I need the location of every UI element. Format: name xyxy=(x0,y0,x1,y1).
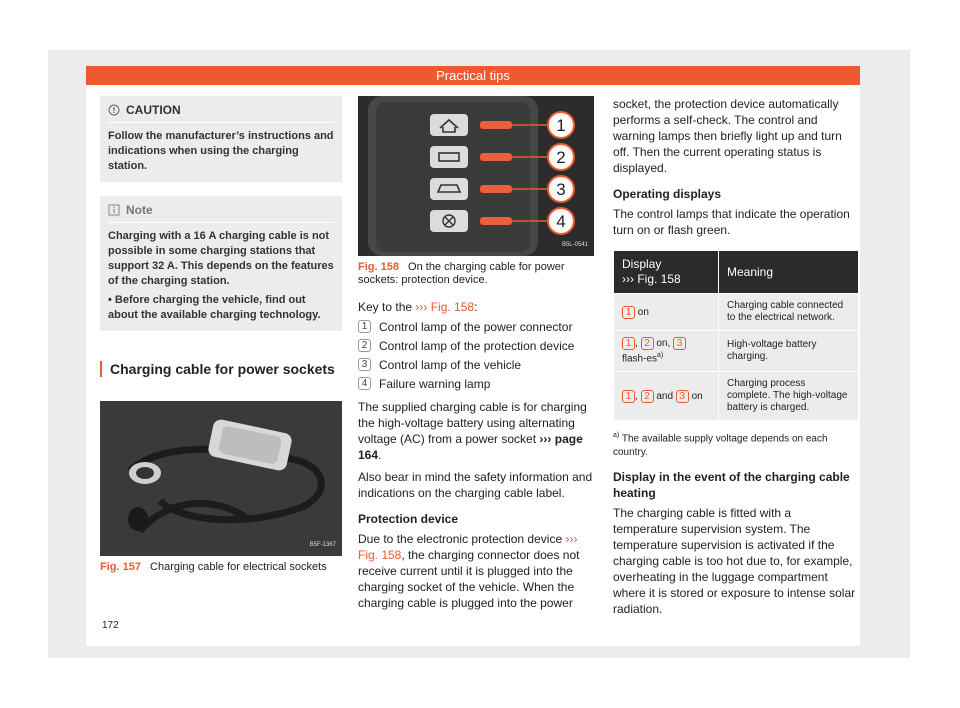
figure-158-label: Fig. 158 xyxy=(358,261,399,273)
figure-157-caption xyxy=(100,561,342,574)
list-item xyxy=(358,374,594,393)
protection-device-image xyxy=(358,96,594,256)
list-item xyxy=(358,317,594,336)
key-number: 1 xyxy=(358,320,371,333)
cell-text: and xyxy=(656,390,674,402)
para1-text: The supplied charging cable is for charging the high-voltage battery using alternating voltage (AC) from a power socket xyxy=(358,400,587,446)
charging-cable-image xyxy=(100,401,342,556)
callout-1: 1 xyxy=(556,116,566,135)
footnote-mark: a) xyxy=(613,432,620,440)
cell-text: flash-es xyxy=(622,353,658,365)
footnote xyxy=(613,429,859,458)
key-list xyxy=(358,317,594,393)
callout-2: 2 xyxy=(556,148,566,167)
key-suffix: : xyxy=(474,300,478,314)
paragraph-selfcheck: socket, the protection device automatically performs a self-check. The control and warning lamps then briefly light up and turn off. Then the current operating status is displayed. xyxy=(613,97,842,175)
key-intro xyxy=(358,299,594,315)
paragraph-operating: The control lamps that indicate the operation turn on or flash green. xyxy=(613,207,850,237)
caution-title: CAUTION xyxy=(126,103,181,117)
key-text: Failure warning lamp xyxy=(379,376,491,391)
key-prefix: Key to the xyxy=(358,300,416,314)
table-row xyxy=(614,331,859,372)
column-left xyxy=(100,96,342,574)
header-meaning: Meaning xyxy=(719,251,859,294)
display-table xyxy=(613,250,859,421)
footnote-text: The available supply voltage depends on each country. xyxy=(613,433,828,458)
page-header: Practical tips xyxy=(86,66,860,85)
note-text: Charging with a 16 A charging cable is not possible in some charging stations that support 32 A. This depends on the features of the charging station. xyxy=(108,230,334,287)
key-number: 3 xyxy=(358,358,371,371)
page-number: 172 xyxy=(102,620,119,631)
figure-157 xyxy=(100,401,342,556)
paragraph-supply xyxy=(358,399,594,463)
figure-157-code: B5F-1367 xyxy=(309,542,336,548)
operating-heading: Operating displays xyxy=(613,187,722,201)
table-row xyxy=(614,294,859,331)
cell-text: on, xyxy=(656,338,671,349)
header-fig-link[interactable]: ››› Fig. 158 xyxy=(622,272,681,286)
table-cell: 1 , 2 and 3 on xyxy=(614,372,719,421)
info-icon xyxy=(108,204,120,216)
key-text: Control lamp of the protection device xyxy=(379,338,575,353)
table-row xyxy=(614,372,859,421)
caution-icon xyxy=(108,104,120,116)
lamp-number: 3 xyxy=(676,390,689,403)
lamp-number: 1 xyxy=(622,337,635,350)
note-header xyxy=(108,202,334,223)
lamp-number: 2 xyxy=(641,390,654,403)
prot-text-a: Due to the electronic protection device xyxy=(358,532,563,546)
key-number: 4 xyxy=(358,377,371,390)
callout-3: 3 xyxy=(556,180,566,199)
table-cell: Charging cable connected to the electrical network. xyxy=(719,294,859,331)
caution-box xyxy=(100,96,342,182)
lamp-number: 1 xyxy=(622,390,635,403)
heating-heading: Display in the event of the charging cable heating xyxy=(613,469,850,500)
cell-text: on xyxy=(691,390,703,402)
table-cell: High-voltage battery charging. xyxy=(719,331,859,372)
protection-heading: Protection device xyxy=(358,512,459,526)
para1-end: . xyxy=(378,448,382,462)
cell-text: on xyxy=(637,306,649,318)
note-box xyxy=(100,196,342,331)
table-cell: 1 , 2 on, 3 flash-$es^{a)}$ xyxy=(614,331,719,372)
key-text: Control lamp of the power connector xyxy=(379,319,573,334)
lamp-number: 2 xyxy=(641,337,654,350)
lamp-number: 3 xyxy=(673,337,686,350)
footnote-ref: a) xyxy=(657,352,664,359)
paragraph-safety: Also bear in mind the safety information and indications on the charging cable label. xyxy=(358,470,593,500)
section-title: Charging cable for power sockets xyxy=(100,361,342,377)
key-number: 2 xyxy=(358,339,371,352)
note-title: Note xyxy=(126,203,153,217)
page-164-link[interactable]: ››› page 164 xyxy=(358,432,583,462)
caution-header xyxy=(108,102,334,123)
figure-158-caption xyxy=(358,261,594,287)
figure-158 xyxy=(358,96,594,256)
table-cell xyxy=(614,294,719,331)
column-right xyxy=(613,96,859,617)
table-cell: Charging process complete. The high-voltage battery is charged. xyxy=(719,372,859,421)
figure-158-code: B5L-0541 xyxy=(561,242,588,248)
key-fig-link[interactable]: ››› Fig. 158 xyxy=(415,300,475,314)
figure-157-caption-text: Charging cable for electrical sockets xyxy=(150,561,327,573)
note-bullet: • Before charging the vehicle, find out about the available charging technology. xyxy=(108,294,321,321)
header-display xyxy=(614,251,719,294)
list-item xyxy=(358,336,594,355)
figure-158-caption-text: On the charging cable for power sockets: protection device. xyxy=(358,261,565,286)
callout-4: 4 xyxy=(556,212,566,231)
prot-text-b: , the charging connector does not receive current until it is plugged into the charging socket of the vehicle. When the charging cable is plugged into the power xyxy=(358,548,580,610)
header-display-text: Display xyxy=(622,257,662,271)
caution-text: Follow the manufacturer’s instructions and indications when using the charging station. xyxy=(108,130,334,172)
prot-fig-link[interactable]: ››› Fig. 158 xyxy=(358,532,578,562)
table-header-row xyxy=(614,251,859,294)
column-middle xyxy=(358,96,594,611)
list-item xyxy=(358,355,594,374)
key-text: Control lamp of the vehicle xyxy=(379,357,522,372)
figure-157-label: Fig. 157 xyxy=(100,561,141,573)
paragraph-protection xyxy=(358,531,594,611)
lamp-number: 1 xyxy=(622,306,635,319)
paragraph-heating: The charging cable is fitted with a temperature supervision system. The temperature supervision is activated if the charging cable is too hot due to, for example, overheating in the luggage compartment where it is stored or exposure to intense solar radiation. xyxy=(613,505,856,616)
